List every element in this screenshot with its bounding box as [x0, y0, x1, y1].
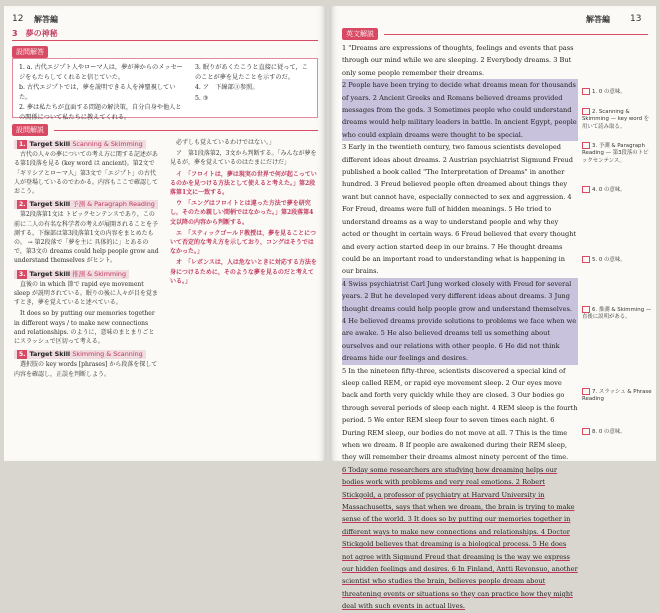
- answer-box: [12, 58, 318, 121]
- answer-item: 4. ア 下線部③参照。: [195, 84, 259, 91]
- passage-paragraph-6: 6 Today some researchers are studying how dreaming helps our bodies work with problems and very real emotions. 2 Robert Stickgold, a professor of psychiatry at Harvard University in Massachusetts, says that when we dream, the brain is trying to make sense of the world. 3 It does so by putting our memories together in different ways to make new connections and relationships. 4 Doctor Stickgold believes that dreaming is a biological process. 5 He does not agree with Sigmund Freud that dreaming is the way we express our hidden feelings and desires. 6 In Finland, Antti Revonsuo, another scientist who studies the brain, believes people dream about threatening events or situations so they can practice how they might deal with such events in actual lives.: [342, 465, 578, 611]
- explanation-text: 直後の in which 節で rapid eye movement sleep が説明されている。眠りの後に人々が目を覚ますとき，夢を覚えていると述べている。: [14, 280, 158, 307]
- left-page: [4, 6, 326, 461]
- explanation-text: 必ずしも覚えているわけではない。」: [176, 139, 276, 146]
- page-number: 13: [630, 14, 642, 24]
- section-tag-explanation: 設問解説: [12, 124, 48, 136]
- target-skill-label: 1. Target Skill Scanning & Skimming: [14, 140, 146, 149]
- answers-right-col: [195, 63, 313, 104]
- explanation-text: 古代の人々の夢についての考え方に関する記述がある第1段落を見る (key word は ancient)。第2文で「ギリシアとローマ人」第3文で「エジプト」の古代人が登場しているのでわかる。内容もここで確認しておこう。: [14, 151, 159, 196]
- side-note: 5. 0 の意味。: [582, 256, 652, 264]
- side-note: 4. 0 の意味。: [582, 186, 652, 194]
- target-skill-label: 5. Target Skill Skimming & Scanning: [14, 350, 146, 359]
- side-note: 6. 推測 & Skimming — 直後に説明がある。: [582, 307, 652, 321]
- explanation-text: 第2段落第1文は トピックセンテンスであり，この前に二人の有名な科学者の考えが展開されることを予測する。下線部は第3段落第1文の内容をまとめたもの。 → 第2段落で「夢を主に 具体的に」とあるので，第3文の dreams could help people grow and understand themselves がヒント。: [14, 211, 159, 265]
- running-title: 解答編: [586, 15, 610, 24]
- explanation-text: 選択肢の key words [phrases] から段落を探して内容を確認し，正誤を判断しよう。: [14, 361, 158, 378]
- explanation-col-1: [14, 138, 160, 381]
- answer-item: 2. 夢は私たちが直面する問題の解決策，自分自身や他人との関係について私たちに教えてくれる。: [19, 104, 182, 121]
- explanation-col-2: [170, 138, 318, 288]
- answer-item: b. 古代エジプトでは，夢を説明できる人を神聖視していた。: [19, 84, 176, 101]
- side-note: 7. スラッシュ & Phrase Reading: [582, 389, 652, 403]
- passage-paragraph-2: 2 People have been trying to decide what dreams mean for thousands of years. 2 Ancient Greeks and Romans believed dreams provided messages from the gods. 3 Sometimes people who could understand dreams would help military leaders in battle. In ancient Egypt, people who could explain dreams were thought to be special.: [342, 79, 578, 141]
- english-passage: [342, 42, 578, 613]
- section-tag-english: 英文解説: [342, 28, 378, 40]
- section-tag-answers: 設問解答: [12, 46, 48, 58]
- page-number: 12: [12, 14, 24, 24]
- explanation-text: It does so by putting our memories together in different ways / to make new connections and relationships. のように，意味のまとまりごとにスラッシュで区切って考える。: [14, 310, 155, 346]
- section-rule: [384, 34, 648, 35]
- option-statement: オ 「レポンスは，人は危ないときに対応する方法を身につけるために，そのような夢を見るのだと考えている。」: [170, 259, 317, 285]
- answer-item: 3. 眠りがあくたこうと直接に従って，このことが夢を見たことを示すのだ。: [195, 64, 308, 81]
- target-skill-label: 2. Target Skill 予測 & Paragraph Reading: [14, 200, 158, 209]
- option-statement: イ 「フロイトは，夢は現実の世界で何が起こっているのかを見つける方法として使えると考えた。」第2段落第1文に一致する。: [170, 170, 317, 197]
- passage-paragraph-4: 4 Swiss psychiatrist Carl Jung worked closely with Freud for several years. 2 But he developed very different ideas about dreams. 3 Jung thought dreams could help people grow and understand themselves. 4 He believed dreams provide solutions to problems we face when we are awake. 5 He also believed dreams tell us something about ourselves and our relations with other people. 6 He did not think dreams hide our feelings and desires.: [342, 278, 578, 365]
- section-rule: [54, 130, 318, 131]
- heading-rule: [12, 40, 318, 41]
- side-note: 3. 予測 & Paragraph Reading — 第3段落のトピックセンテンス。: [582, 143, 649, 164]
- option-statement: エ 「スティックゴールド教授は，夢を見ることについて否定的な考え方を示しており，コングはそうではなかった。」: [170, 229, 317, 256]
- running-title: 解答編: [34, 15, 58, 24]
- option-statement: ウ 「ユングはフロイトとは違った方法で夢を研究し，そのため親しい間柄ではなかった。」第2段落第4文以降の内容から判断する。: [170, 200, 314, 226]
- explanation-text: ア 第1段落第2，3文から判断する。「みんなが夢を見るが，夢を覚えているのはたまにだけだ」: [170, 150, 317, 167]
- side-note: 1. 0 の意味。: [582, 88, 652, 96]
- answers-left-col: [19, 63, 187, 123]
- right-page: [330, 6, 656, 611]
- side-note: 8. 0 の意味。: [582, 428, 652, 436]
- unit-heading: 3 夢の神秘: [12, 29, 58, 38]
- passage-paragraph-1: 1 "Dreams are expressions of thoughts, feelings and events that pass through our mind while we are sleeping. 2 Everybody dreams. 3 But only some people remember their dreams.: [342, 44, 574, 77]
- answer-item: 1. a. 古代エジプト人やローマ人は，夢が神からのメッセージをもたらしてくれると信じていた。: [19, 64, 183, 81]
- answer-item: 5. ③: [195, 94, 209, 102]
- passage-paragraph-5: 5 In the nineteen fifty-three, scientists discovered a special kind of sleep called REM, or rapid eye movement sleep. 2 Our eyes move back and forth very quickly while they are closed. 3 Our bodies go through several periods of sleep each night. 4 REM sleep is the fourth period. 5 We enter REM sleep four to seven times each night. 6 During REM sleep, our bodies do not move at all. 7 This is the time when we dream. 8 If people are awakened during their REM sleep, they will remember their dreams almost ninety percent of the time.: [342, 366, 578, 462]
- passage-paragraph-3: 3 Early in the twentieth century, two famous scientists developed different ideas about dreams. 2 Austrian psychiatrist Sigmund Freud published a book called "The Interpretation of Dreams" in another hundred. 3 Freud believed people often dreamed about things they want but cannot have, especially connected to sex and aggression. 4 For Freud, dreams were full of hidden meanings. 5 He tried to understand dreams as a way to understand people and why they acted or thought in certain ways. 6 Freud believed that every thought and every action started deep in our brains. 7 He thought dreams could be an important road to understanding what is happening in our brains.: [342, 143, 577, 276]
- target-skill-label: 3. Target Skill 推測 & Skimming: [14, 270, 129, 279]
- side-note: 2. Scanning & Skimming — key word を用いて読み取る。: [582, 109, 650, 130]
